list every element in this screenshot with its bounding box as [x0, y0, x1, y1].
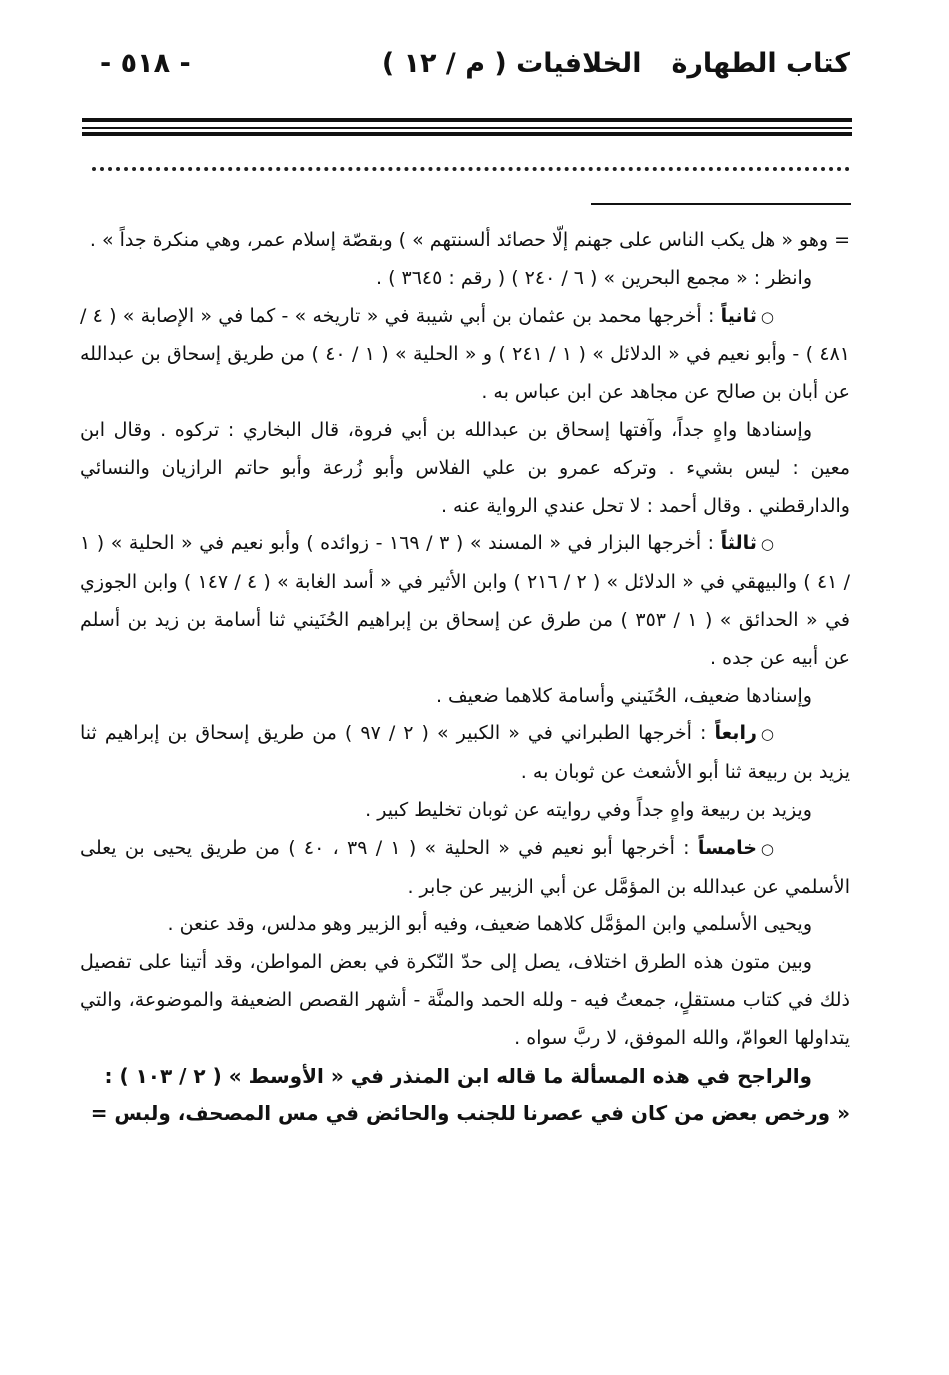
- paragraph-6: وإسنادها ضعيف، الحُنَيني وأسامة كلاهما ضعيف .: [435, 684, 812, 707]
- paragraph-9: ○خامساً : أخرجها أبو نعيم في « الحلية » ( ١ / ٣٩ ، ٤٠ ) من طريق يحيى بن يعلى الأسلمي عن عبدالله بن المؤمَّل عن أبي الزبير عن جابر .: [80, 830, 850, 907]
- header-rule-thick: [82, 118, 852, 122]
- paragraph-2: وانظر : « مجمع البحرين » ( ٦ / ٢٤٠ ) ( رقم : ٣٦٤٥ ) .: [375, 266, 812, 289]
- paragraph-3: ○ثانياً : أخرجها محمد بن عثمان بن أبي شيبة في « تاريخه » - كما في « الإصابة » ( ٤ / ٤٨١ ) - وأبو نعيم في « الدلائل » ( ١ / ٢٤١ ) و « الحلية » ( ١ / ٤٠ ) من طريق إسحاق بن عبدالله عن أبان بن صالح عن مجاهد عن ابن عباس به .: [80, 298, 850, 412]
- page-header: [100, 48, 850, 88]
- paragraph-4: وإسنادها واهٍ جداً، وآفتها إسحاق بن عبدالله بن أبي فروة، قال البخاري : تركوه . وقال ابن معين : ليس بشيء . وتركه عمرو بن علي الفلاس وأبو زُرعة وأبو حاتم الرازيان والنسائي والدارقطني . وقال أحمد : لا تحل عندي الرواية عنه .: [80, 418, 850, 517]
- circle-bullet-icon: ○: [760, 535, 775, 554]
- paragraph-10: ويحيى الأسلمي وابن المؤمَّل كلاهما ضعيف، وفيه أبو الزبير وهو مدلس، وقد عنعن .: [167, 913, 812, 936]
- paragraph-12: والراجح في هذه المسألة ما قاله ابن المنذر في « الأوسط » ( ٢ / ١٠٣ ) :: [104, 1063, 812, 1088]
- circle-bullet-icon: ○: [760, 725, 774, 744]
- header-rule-thin: [82, 127, 852, 129]
- paragraph-1: = وهو « هل يكب الناس على جهنم إلّا حصائد ألسنتهم » ) وبقصّة إسلام عمر، وهي منكرة جداً » .: [89, 229, 850, 251]
- dotted-separator: [92, 157, 850, 171]
- paragraph-13: « ورخص بعض من كان في عصرنا للجنب والحائض في مس المصحف، ولبس =: [90, 1101, 850, 1126]
- page-number: - ٥١٨ -: [100, 48, 191, 79]
- footnote-rule: [591, 203, 851, 205]
- paragraph-7: ○رابعاً : أخرجها الطبراني في « الكبير » ( ٢ / ٩٧ ) من طريق إسحاق بن إبراهيم ثنا يزيد بن ربيعة ثنا أبو الأشعث عن ثوبان به .: [80, 715, 850, 792]
- paragraph-8: ويزيد بن ربيعة واهٍ جداً وفي روايته عن ثوبان تخليط كبير .: [365, 798, 812, 821]
- running-title: [382, 48, 850, 79]
- circle-bullet-icon: ○: [760, 839, 775, 858]
- paragraph-11: وبين متون هذه الطرق اختلاف، يصل إلى حدّ النّكرة في بعض المواطن، وقد أتينا على تفصيل ذلك في كتاب مستقلٍ، جمعتُ فيه - ولله الحمد والمنَّة - أشهر القصص الضعيفة والموضوعة، والتي يتداولها العوامّ، والله الموفق، لا ربَّ سواه .: [80, 951, 850, 1049]
- circle-bullet-icon: ○: [760, 307, 774, 326]
- paragraph-5: ○ثالثاً : أخرجها البزار في « المسند » ( ٣ / ١٦٩ - زوائده ) وأبو نعيم في « الحلية » ( ١ / ٤١ ) والبيهقي في « الدلائل » ( ٢ / ٢١٦ ) وابن الأثير في « أسد الغابة » ( ٤ / ١٤٧ ) وابن الجوزي في « الحدائق » ( ١ / ٣٥٣ ) من طرق عن إسحاق بن إبراهيم الحُنَيني ثنا أسامة بن زيد بن أسلم عن أبيه عن جده .: [80, 525, 850, 677]
- header-rule-thick-lower: [82, 132, 852, 136]
- section-title: الخلافيات ( م / ١٢ ): [381, 48, 642, 79]
- book-title: كتاب الطهارة: [671, 48, 850, 79]
- footnote-text: [80, 222, 850, 1133]
